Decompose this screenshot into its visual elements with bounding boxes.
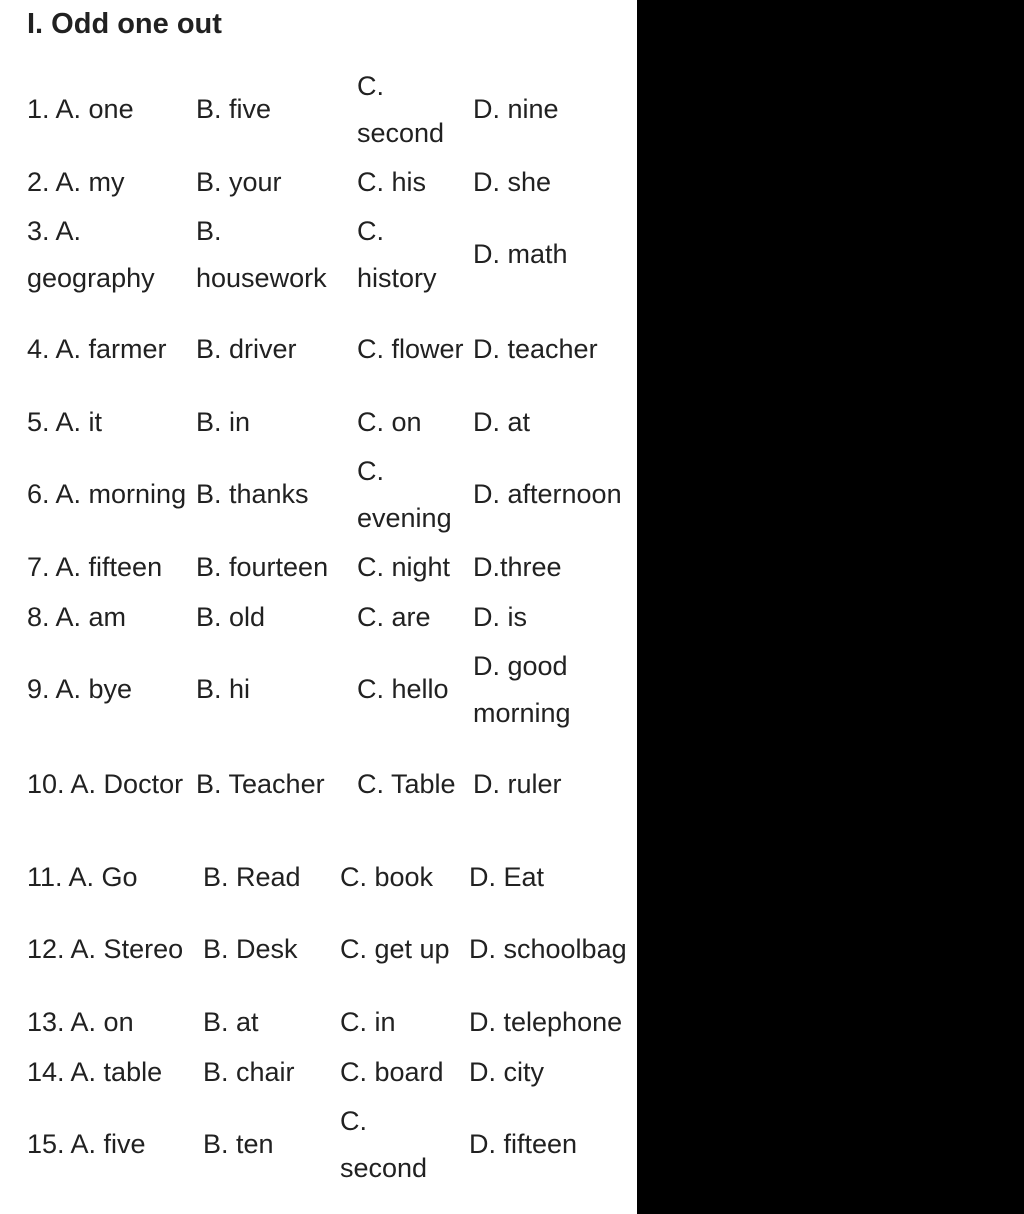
option-b: B. five <box>196 94 272 124</box>
option-b: B. your <box>196 166 282 197</box>
option-c: C. flower <box>357 334 464 364</box>
option-d: D. math <box>473 239 568 269</box>
option-d: D. teacher <box>473 334 598 364</box>
option-a: 1. A. one <box>27 94 134 124</box>
option-c: C. on <box>357 406 422 437</box>
option-c: C. second <box>340 1105 428 1183</box>
question-row <box>23 997 635 1047</box>
option-c: C. night <box>357 551 451 582</box>
option-c: C. book <box>340 861 434 892</box>
question-row <box>23 542 635 592</box>
option-b: B. old <box>196 601 266 632</box>
option-b: B. in <box>196 406 251 437</box>
option-a: 14. A. table <box>27 1056 163 1087</box>
page-title: I. Odd one out <box>27 8 222 40</box>
option-b: B. ten <box>203 1129 274 1159</box>
option-c: C. evening <box>357 455 452 533</box>
option-b: B. housework <box>196 215 327 293</box>
question-row <box>23 302 635 397</box>
question-row <box>23 1097 635 1192</box>
option-c: C. get up <box>340 934 450 964</box>
black-margin <box>637 0 1024 1214</box>
option-a: 3. A. geography <box>27 215 155 293</box>
option-b: B. Desk <box>203 934 298 964</box>
option-d: D. telephone <box>469 1006 623 1037</box>
question-row <box>23 902 635 997</box>
option-d: D. Eat <box>469 861 545 892</box>
option-a: 4. A. farmer <box>27 334 167 364</box>
option-d: D. nine <box>473 94 559 124</box>
question-row <box>23 207 635 302</box>
question-row <box>23 737 635 832</box>
option-b: B. thanks <box>196 479 309 509</box>
option-b: B. Teacher <box>196 769 325 799</box>
option-b: B. driver <box>196 334 297 364</box>
option-c: C. his <box>357 166 427 197</box>
option-b: B. hi <box>196 674 251 704</box>
option-d: D. good morning <box>473 650 571 728</box>
option-d: D. at <box>473 406 531 437</box>
option-d: D. afternoon <box>473 479 622 509</box>
option-a: 7. A. fifteen <box>27 551 163 582</box>
option-a: 11. A. Go <box>27 861 138 892</box>
option-d: D. city <box>469 1056 545 1087</box>
option-b: B. at <box>203 1006 259 1037</box>
option-c: C. history <box>357 215 437 293</box>
question-row <box>23 1047 635 1097</box>
question-row <box>23 157 635 207</box>
option-c: C. board <box>340 1056 444 1087</box>
option-a: 13. A. on <box>27 1006 134 1037</box>
option-a: 6. A. morning <box>27 479 187 509</box>
option-a: 10. A. Doctor <box>27 769 184 799</box>
question-row <box>23 62 635 157</box>
option-c: C. are <box>357 601 431 632</box>
question-row <box>23 397 635 447</box>
option-a: 15. A. five <box>27 1129 146 1159</box>
option-a: 8. A. am <box>27 601 127 632</box>
option-d: D. ruler <box>473 769 562 799</box>
option-a: 5. A. it <box>27 406 103 437</box>
option-c: C. in <box>340 1006 396 1037</box>
option-d: D. is <box>473 601 527 632</box>
option-d: D. she <box>473 166 552 197</box>
option-a: 2. A. my <box>27 166 125 197</box>
option-a: 12. A. Stereo <box>27 934 184 964</box>
question-row <box>23 447 635 542</box>
option-b: B. chair <box>203 1056 295 1087</box>
option-d: D. fifteen <box>469 1129 578 1159</box>
option-b: B. Read <box>203 861 301 892</box>
option-d: D.three <box>473 551 562 582</box>
option-a: 9. A. bye <box>27 674 133 704</box>
questions-table-1 <box>23 62 635 832</box>
option-c: C. second <box>357 70 445 148</box>
question-row <box>23 642 635 737</box>
option-d: D. schoolbag <box>469 934 627 964</box>
question-row <box>23 592 635 642</box>
questions-table-2 <box>23 852 635 1192</box>
option-b: B. fourteen <box>196 551 329 582</box>
option-c: C. Table <box>357 769 456 799</box>
option-c: C. hello <box>357 674 449 704</box>
question-row <box>23 852 635 902</box>
